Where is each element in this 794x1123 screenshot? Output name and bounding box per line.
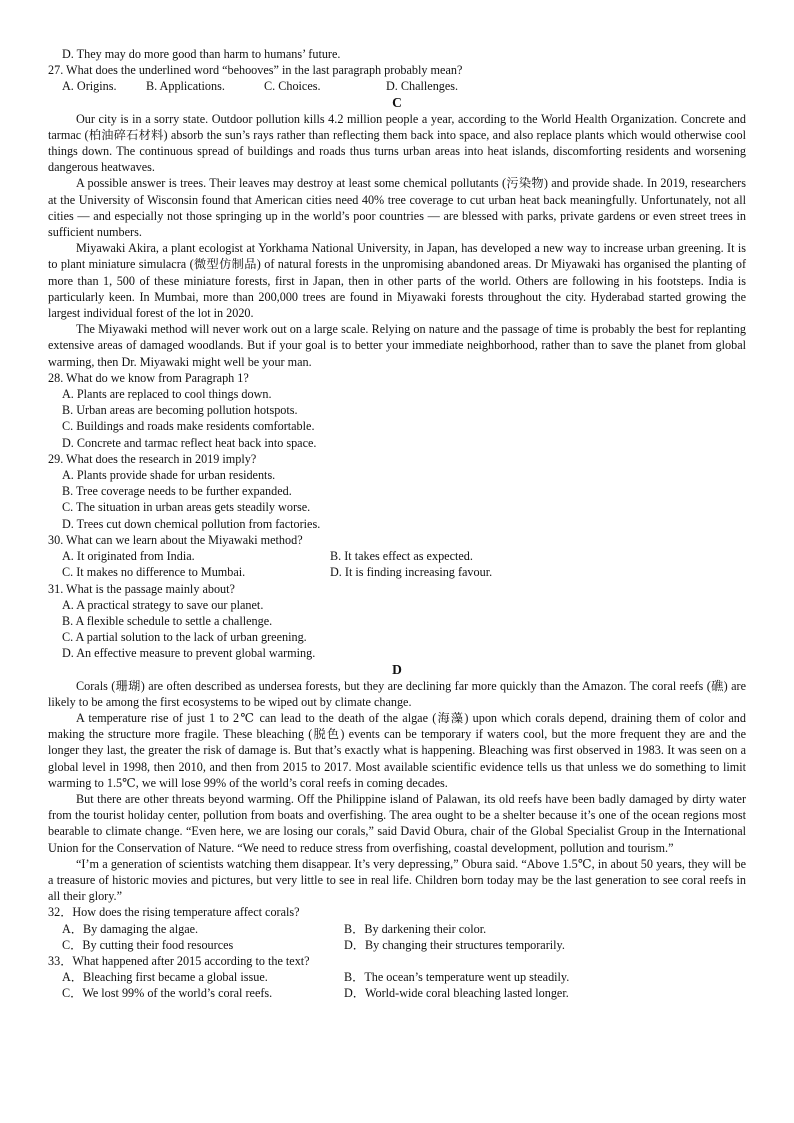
q30-option-b: B. It takes effect as expected.	[330, 549, 473, 564]
q31-option-c: C. A partial solution to the lack of urban greening.	[62, 630, 307, 645]
q32-option-a: A．By damaging the algae.	[62, 921, 199, 936]
q27-option-b: B. Applications.	[146, 79, 225, 94]
q31-option-a: A. A practical strategy to save our planet.	[62, 597, 264, 612]
q30-option-a: A. It originated from India.	[62, 549, 195, 564]
q30-options-row-1	[48, 548, 746, 564]
q29-option-b: B. Tree coverage needs to be further expanded.	[62, 484, 292, 499]
q33-option-b: B．The ocean’s temperature went up steadily.	[344, 970, 570, 985]
q30-stem: 30. What can we learn about the Miyawaki method?	[48, 532, 303, 547]
section-d-paragraph-4: “I’m a generation of scientists watching them disappear. It’s very depressing,” Obura said. “Above 1.5℃, in about 50 years, they will be a treasure of historic movies and pictures, but very little to see in real life. Children born today may be the last generation to see coral reefs in all their glory.”	[48, 856, 746, 904]
q33-option-c: C．We lost 99% of the world’s coral reefs.	[62, 986, 273, 1001]
section-c-paragraph-4: The Miyawaki method will never work out on a large scale. Relying on nature and the passage of time is probably the best for replanting extensive areas of damaged woodlands. But if your goal is to better your immediate neighborhood, rather than to save the planet from global warming, then Dr. Miyawaki might well be your man.	[48, 322, 746, 369]
q33-option-a: A．Bleaching first became a global issue.	[62, 970, 268, 985]
exam-page	[48, 46, 746, 1002]
q33-options-row-2	[48, 985, 746, 1001]
q32-option-d: D．By changing their structures temporarily.	[344, 937, 565, 952]
q28-stem: 28. What do we know from Paragraph 1?	[48, 370, 249, 385]
q30-options-row-2	[48, 564, 746, 580]
q29-option-d: D. Trees cut down chemical pollution from factories.	[62, 516, 321, 531]
q29-option-c: C. The situation in urban areas gets steadily worse.	[62, 500, 311, 515]
q32-options-row-1	[48, 921, 746, 937]
q32-stem: 32．How does the rising temperature affect corals?	[48, 905, 300, 920]
q27-options	[48, 78, 746, 94]
q31-stem: 31. What is the passage mainly about?	[48, 581, 235, 596]
q28-option-c: C. Buildings and roads make residents comfortable.	[62, 419, 315, 434]
q28-option-a: A. Plants are replaced to cool things down.	[62, 387, 272, 402]
q33-option-d: D．World-wide coral bleaching lasted longer.	[344, 986, 569, 1001]
q27-option-c: C. Choices.	[264, 79, 321, 94]
q33-options-row-1	[48, 969, 746, 985]
q33-stem: 33．What happened after 2015 according to the text?	[48, 953, 310, 968]
section-d-paragraph-3: But there are other threats beyond warming. Off the Philippine island of Palawan, its old reefs have been badly damaged by dirty water from the tourist holiday center, pollution from boats and overfishing. The area ought to be a shelter because it’s one of the ocean regions most bearable to climate change. “Even here, we are losing our corals,” said David Obura, chair of the Global Specialist Group in the International Union for the Conservation of Nature. “We need to reduce stress from overfishing, coastal development, pollution and tourism.”	[48, 791, 746, 855]
section-d-paragraph-1: Corals (珊瑚) are often described as undersea forests, but they are declining far more quickly than the Amazon. The coral reefs (礁) are likely to be among the first ecosystems to be wiped out by climate change.	[48, 678, 746, 709]
q32-option-b: B．By darkening their color.	[344, 921, 487, 936]
q31-option-d: D. An effective measure to prevent global warming.	[62, 646, 316, 661]
section-d-paragraph-2: A temperature rise of just 1 to 2℃ can lead to the death of the algae (海藻) upon which corals depend, draining them of color and making the structure more fragile. These bleaching (脱色) events can be temporary if waters cool, but the more frequent they are and the longer they last, the greater the risk of damage is. But that’s exactly what is happening. Bleaching was first observed in 1983. It was seen on a global level in 1998, then 2010, and then from 2015 to 2017. Most available scientific evidence tells us that unless we do something to limit warming to 1.5℃, we will lose 99% of the world’s coral reefs in coming decades.	[48, 710, 746, 790]
q32-option-c: C．By cutting their food resources	[62, 937, 234, 952]
q30-option-d: D. It is finding increasing favour.	[330, 565, 493, 580]
q30-option-c: C. It makes no difference to Mumbai.	[62, 565, 246, 580]
q27-option-a: A. Origins.	[62, 79, 117, 94]
section-c-paragraph-2: A possible answer is trees. Their leaves may destroy at least some chemical pollutants (污染物) and provide shade. In 2019, researchers at the University of Wisconsin found that American cities need 40% tree coverage to cut urban heat back meaningfully. Unfortunately, not all cities — and especially not those springing up in the world’s poor countries — are blessed with parks, private gardens or even street trees in sufficient numbers.	[48, 176, 746, 240]
q27-stem: 27. What does the underlined word “behooves” in the last paragraph probably mean?	[48, 63, 463, 78]
section-d-heading: D	[392, 661, 402, 677]
section-c-paragraph-1: Our city is in a sorry state. Outdoor pollution kills 4.2 million people a year, according to the World Health Organization. Concrete and tarmac (柏油碎石材料) absorb the sun’s rays rather than reflecting them back into space, and also replace plants which would otherwise cool things down. The continuous spread of buildings and roads thus turns urban areas into heat islands, discomforting residents and worsening dangerous heatwaves.	[48, 111, 746, 175]
section-c-paragraph-3: Miyawaki Akira, a plant ecologist at Yorkhama National University, in Japan, has developed a new way to increase urban greening. It is to plant miniature simulacra (微型仿制品) of natural forests in the unpromising abandoned areas. Dr Miyawaki has organised the planting of more than 1, 500 of these miniature forests, first in Japan, then in other parts of the world. Others are following in his footsteps. India is particularly keen. In Mumbai, more than 200,000 trees are found in Miyawaki forests throughout the city. Hyderabad started growing the largest individual forest of the lot in 2020.	[48, 241, 746, 321]
q28-option-b: B. Urban areas are becoming pollution hotspots.	[62, 403, 298, 418]
q27-option-d: D. Challenges.	[386, 79, 459, 94]
q29-stem: 29. What does the research in 2019 imply?	[48, 451, 257, 466]
section-c-heading: C	[392, 94, 402, 110]
q28-option-d: D. Concrete and tarmac reflect heat back into space.	[62, 435, 317, 450]
q29-option-a: A. Plants provide shade for urban residents.	[62, 468, 276, 483]
q31-option-b: B. A flexible schedule to settle a challenge.	[62, 613, 273, 628]
q26-option-d: D. They may do more good than harm to humans’ future.	[62, 47, 341, 61]
q32-options-row-2	[48, 937, 746, 953]
